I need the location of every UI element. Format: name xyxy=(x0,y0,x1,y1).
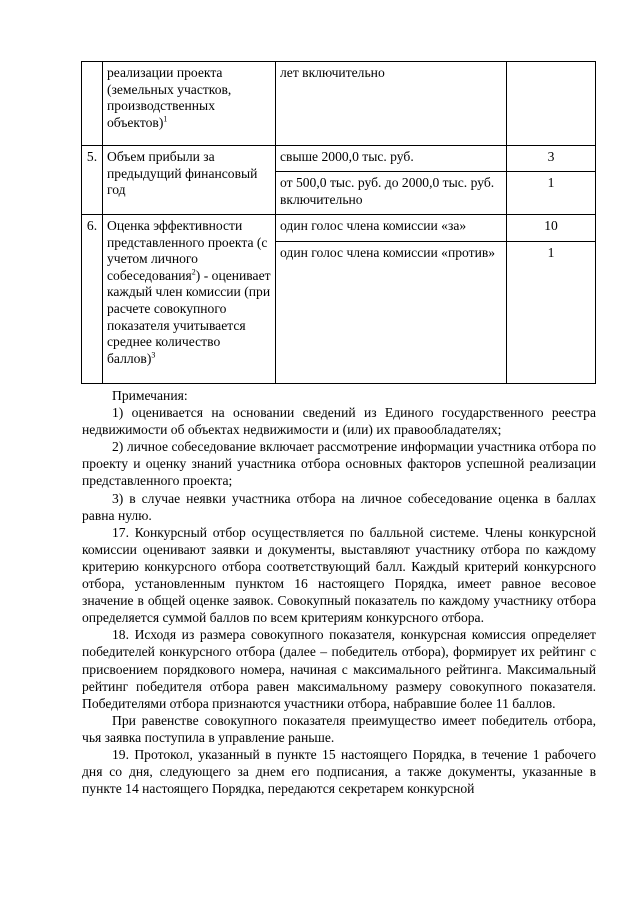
table-row xyxy=(82,62,596,146)
note-item: 1) оценивается на основании сведений из Единого государственного реестра недвижимости об объектах недвижимости и (или) их правообладателях; xyxy=(82,405,596,438)
paragraph: При равенстве совокупного показателя преимущество имеет победитель отбора, чья заявка поступила в управление раньше. xyxy=(82,712,596,745)
note-item: 2) личное собеседование включает рассмотрение информации участника отбора по проекту и оценку знаний участника отбора основных факторов успешной реализации представленного проекта; xyxy=(82,439,596,489)
paragraph: 18. Исходя из размера совокупного показателя, конкурсная комиссия определяет победителей конкурсного отбора (далее – победитель отбора), формирует их рейтинг с присвоением порядкового номера, начиная с максимального рейтинга. Максимальный рейтинг победителя отбора равен максимальному размеру совокупного показателя. Победителями отбора признаются участники отбора, набравшие более 11 баллов. xyxy=(82,627,596,711)
document-body xyxy=(82,387,596,797)
criterion-value: один голос члена комиссии «против» xyxy=(276,242,507,384)
row-number: 5. xyxy=(82,146,103,215)
table-row xyxy=(82,146,596,172)
criterion-value: лет включительно xyxy=(276,62,507,146)
row-number xyxy=(82,62,103,146)
criterion-value: один голос члена комиссии «за» xyxy=(276,215,507,242)
criterion-points: 3 xyxy=(507,146,596,172)
criterion-points: 1 xyxy=(507,242,596,384)
criterion-name: Объем прибыли за предыдущий финансовый год xyxy=(103,146,276,215)
table-row xyxy=(82,215,596,242)
criterion-points xyxy=(507,62,596,146)
criterion-points: 10 xyxy=(507,215,596,242)
criterion-name: Оценка эффективности представленного проекта (с учетом личного собеседования$^2$) - оценивает каждый член комиссии (при расчете совокупного показателя учитывается среднее количество баллов)$^3$ xyxy=(103,215,276,384)
criteria-table xyxy=(81,61,596,384)
notes-heading: Примечания: xyxy=(112,388,188,403)
criterion-name: реализации проекта (земельных участков, производственных объектов)$^1$ xyxy=(103,62,276,146)
row-number: 6. xyxy=(82,215,103,384)
criterion-value: свыше 2000,0 тыс. руб. xyxy=(276,146,507,172)
note-item: 3) в случае неявки участника отбора на личное собеседование оценка в баллах равна нулю. xyxy=(82,490,596,523)
criterion-value: от 500,0 тыс. руб. до 2000,0 тыс. руб. включительно xyxy=(276,172,507,215)
paragraph: 19. Протокол, указанный в пункте 15 настоящего Порядка, в течение 1 рабочего дня со дня, следующего за днем его подписания, а также документы, указанные в пункте 14 настоящего Порядка, передаются секретарем конкурсной xyxy=(82,746,596,797)
criterion-points: 1 xyxy=(507,172,596,215)
paragraph: 17. Конкурсный отбор осуществляется по балльной системе. Члены конкурсной комиссии оценивают заявки и документы, выставляют участнику отбора по каждому критерию конкурсного отбора соответствующий балл. Каждый критерий конкурсного отбора, установленным пунктом 16 настоящего Порядка, имеет равное весовое значение в общей оценке заявок. Совокупный показатель по каждому участнику отбора определяется суммой баллов по всем критериям конкурсного отбора. xyxy=(82,524,596,626)
